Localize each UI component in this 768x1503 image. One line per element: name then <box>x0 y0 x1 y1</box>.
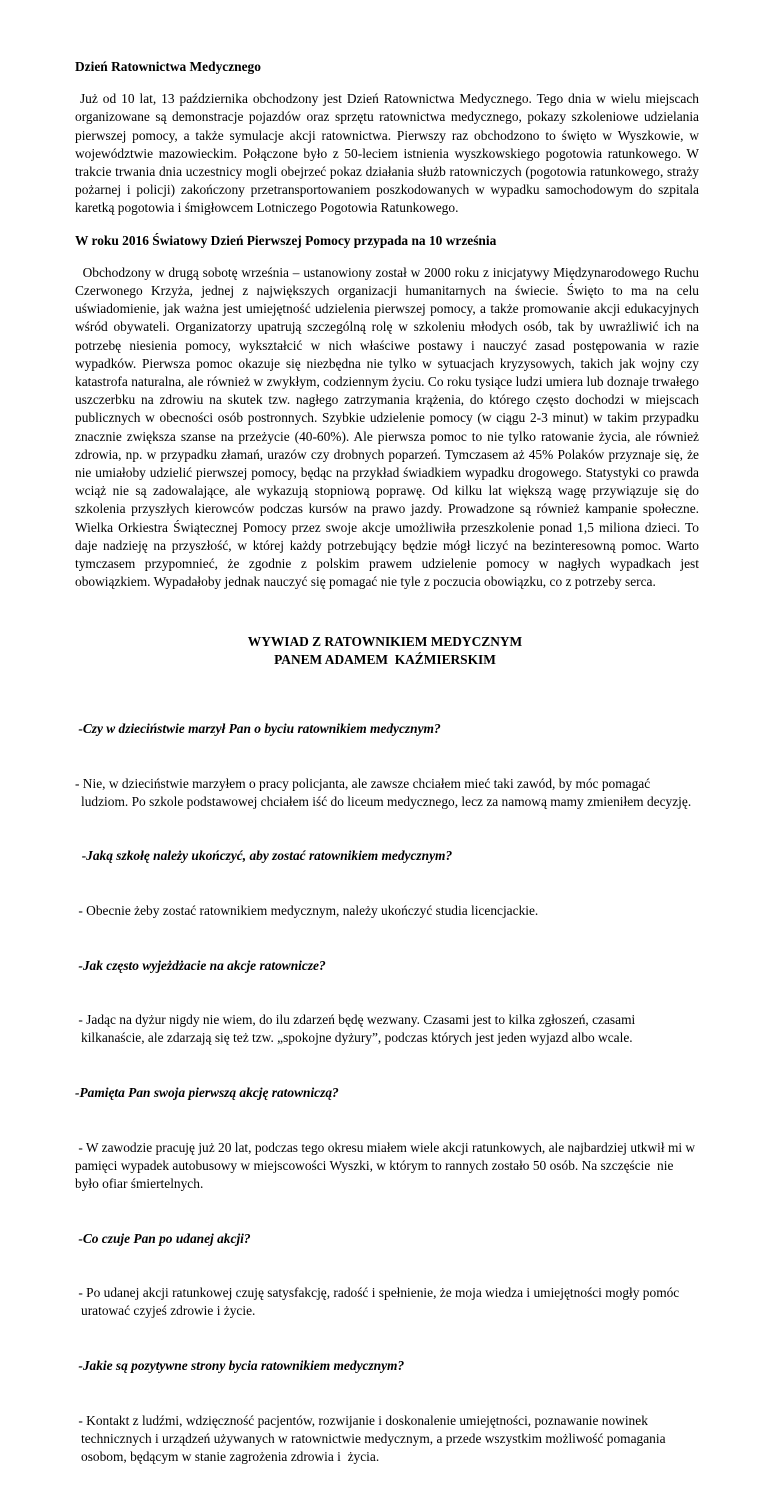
section1-body: Już od 10 lat, 13 października obchodzony jest Dzień Ratownictwa Medycznego. Tego dnia w wielu miejscach organizowane są demonstracje pojazdów oraz sprzętu ratownictwa medycznego, pokazy szkoleniowe udzielania pierwszej pomocy, a także symulacje akcji ratownictwa. Pierwszy raz obchodzono to święto w Wyszkowie, w województwie mazowieckim. Połączone było z 50-leciem istnienia wyszkowskiego pogotowia ratunkowego. W trakcie trwania dnia uczestnicy mogli obejrzeć pokaz działania służb ratowniczych (pogotowia ratunkowego, straży pożarnej i policji) zakończony przetransportowaniem poszkodowanych w wypadku samochodowym do szpitala karetką pogotowia i śmigłowcem Lotniczego Pogotowia Ratunkowego. <box>75 91 703 216</box>
document-page <box>75 58 703 1503</box>
question-6: -Jakie są pozytywne strony bycia ratownikiem medycznym? <box>75 1358 405 1373</box>
question-3: -Jak często wyjeżdżacie na akcje ratownicze? <box>75 957 326 973</box>
question-2: -Jaką szkołę należy ukończyć, aby zostać ratownikiem medycznym? <box>75 848 453 864</box>
interview-title-line2: PANEM ADAMEM KAŹMIERSKIM <box>274 652 496 668</box>
answer-2: - Obecnie żeby zostać ratownikiem medycznym, należy ukończyć studia licencjackie. <box>75 902 539 918</box>
question-5: -Co czuje Pan po udanej akcji? <box>75 1230 251 1246</box>
answer-3: - Jadąc na dyżur nigdy nie wiem, do ilu zdarzeń będę wezwany. Czasami jest to kilka zgłoszeń, czasami kilkanaście, ale zdarzają się też tzw. „spokojne dyżury”, podczas których jest jeden wyjazd albo wcale. <box>75 1012 639 1046</box>
question-1: -Czy w dzieciństwie marzył Pan o byciu ratownikiem medycznym? <box>75 720 441 736</box>
section2-heading: W roku 2016 Światowy Dzień Pierwszej Pomocy przypada na 10 września <box>75 232 497 248</box>
interview-title <box>71 633 699 669</box>
section2-body: Obchodzony w drugą sobotę września – ustanowiony został w 2000 roku z inicjatywy Międzynarodowego Ruchu Czerwonego Krzyża, jednej z największych organizacji humanitarnych na świecie. Święto to ma na celu uświadomienie, jak ważna jest umiejętność udzielenia pierwszej pomocy, a także promowanie akcji edukacyjnych wśród obywateli. Organizatorzy upatrują szczególną rolę w szkoleniu młodych osób, tak by uwrażliwić ich na potrzebę niesienia pomocy, wykształcić w nich właściwe postawy i nauczyć zasad postępowania w razie wypadków. Pierwsza pomoc okazuje się niezbędna nie tylko w sytuacjach kryzysowych, takich jak wojny czy katastrofa naturalna, ale również w zwykłym, codziennym życiu. Co roku tysiące ludzi umiera lub doznaje trwałego uszczerbku na zdrowiu na skutek tzw. nagłego zatrzymania krążenia, do którego często dochodzi w miejscach publicznych w obecności osób postronnych. Szybkie udzielenie pomocy (w ciągu 2-3 minut) w takim przypadku znacznie zwiększa szanse na przeżycie (40-60%). Ale pierwsza pomoc to nie tylko ratowanie życia, ale również zdrowia, np. w przypadku złamań, urazów czy drobnych poparzeń. Tymczasem aż 45% Polaków przyznaje się, że nie umiałoby udzielić pierwszej pomocy, będąc na przykład świadkiem wypadku drogowego. Statystyki co prawda wciąż nie są zadowalające, ale wykazują stopniową poprawę. Od kilku lat większą wagę przywiązuje się do szkolenia przyszłych kierowców podczas kursów na prawo jazdy. Prowadzone są również kampanie społeczne. Wielka Orkiestra Świątecznej Pomocy przez swoje akcje umożliwiła przeszkolenie ponad 1,5 miliona dzieci. To daje nadzieję na przyszłość, w której każdy potrzebujący będzie mógł liczyć na bezinteresowną pomoc. Warto tymczasem przypomnieć, że zgodnie z polskim prawem udzielenie pomocy w nagłych wypadkach jest obowiązkiem. Wypadałoby jednak nauczyć się pomagać nie tyle z poczucia obowiązku, co z potrzeby serca. <box>75 264 703 590</box>
interview-title-line1: WYWIAD Z RATOWNIKIEM MEDYCZNYM <box>247 634 523 650</box>
section1-heading: Dzień Ratownictwa Medycznego <box>75 59 261 74</box>
answer-6: - Kontakt z ludźmi, wdzięczność pacjentów, rozwijanie i doskonalenie umiejętności, poznawanie nowinek technicznych i urządzeń używanych w ratownictwie medycznym, a przede wszystkim możliwość pomagania osobom, będącym w stanie zagrożenia zdrowia i życia. <box>75 1412 669 1465</box>
answer-5: - Po udanej akcji ratunkowej czuję satysfakcję, radość i spełnienie, że moja wiedza i umiejętności mogły pomóc uratować czyjeś zdrowie i życie. <box>75 1285 683 1319</box>
spacer <box>75 591 699 633</box>
answer-1: - Nie, w dzieciństwie marzyłem o pracy policjanta, ale zawsze chciałem mieć taki zawód, by móc pomagać ludziom. Po szkole podstawowej chciałem iść do liceum medycznego, lecz za namową mamy zmieniłem decyzję. <box>75 775 692 809</box>
interview-qa <box>75 683 699 1502</box>
answer-4: - W zawodzie pracuję już 20 lat, podczas tego okresu miałem wiele akcji ratunkowych, ale najbardziej utkwił mi w pamięci wypadek autobusowy w miejscowości Wyszki, w którym to rannych zostało 50 osób. Na szczęście nie było ofiar śmiertelnych. <box>75 1139 699 1191</box>
question-4: -Pamięta Pan swoja pierwszą akcję ratowniczą? <box>75 1084 339 1100</box>
